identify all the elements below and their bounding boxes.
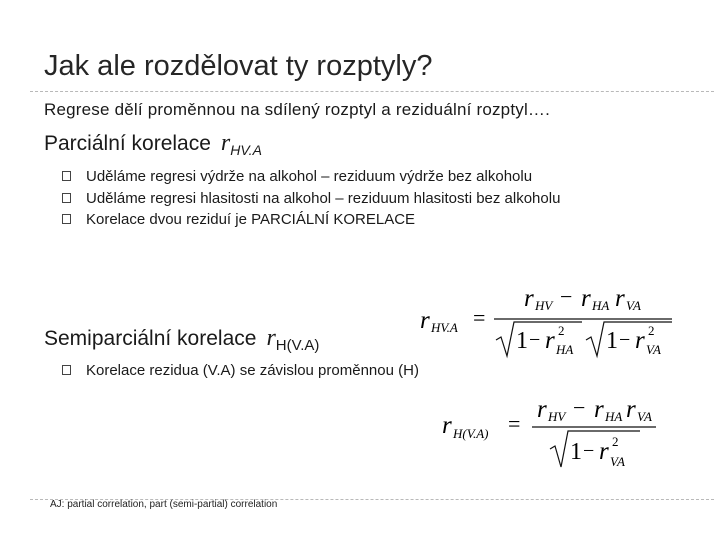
title-divider — [30, 91, 714, 92]
den2-r: r — [635, 327, 645, 354]
list-item: Uděláme regresi výdrže na alkohol – reziduum výdrže bez alkoholu — [62, 166, 560, 188]
heading-symbol: $r_{HV.A}$ — [220, 130, 262, 158]
formula-equals: = — [473, 305, 486, 330]
numerator-r-va-sub: VA — [637, 409, 652, 424]
heading-symbol-subscript: HV.A — [230, 142, 262, 158]
heading-symbol-subscript: H(V.A) — [275, 337, 320, 354]
den2-minus: − — [619, 329, 631, 351]
list-item: Korelace rezidua (V.A) se závislou proměnnou (H) — [62, 360, 419, 382]
den-sub: VA — [610, 454, 625, 469]
formula-lhs: r — [442, 412, 452, 439]
den-sup: 2 — [612, 434, 619, 449]
bullet-icon — [62, 193, 71, 203]
semipartial-correlation-bullets — [62, 360, 419, 382]
bullet-icon — [62, 365, 71, 375]
numerator-r-ha-sub: HA — [605, 409, 623, 424]
list-item: Uděláme regresi hlasitosti na alkohol – reziduum hlasitosti bez alkoholu — [62, 188, 560, 210]
numerator-r-hv: r — [524, 285, 534, 312]
numerator-minus: − — [560, 284, 573, 309]
numerator-r-va: r — [626, 396, 636, 423]
sqrt-icon — [550, 431, 640, 467]
heading-label: Parciální korelace — [44, 132, 211, 155]
footnote: AJ: partial correlation, part (semi-partial) correlation — [50, 499, 278, 510]
bullet-icon — [62, 171, 71, 181]
den1-one: 1 — [516, 328, 528, 354]
den2-one: 1 — [606, 328, 618, 354]
partial-correlation-bullets — [62, 166, 560, 231]
slide-title: Jak ale rozdělovat ty rozptyly? — [44, 50, 433, 82]
partial-correlation-heading — [44, 130, 262, 157]
formula-lhs-sub: H(V.A) — [453, 426, 489, 441]
den1-sub: HA — [556, 342, 574, 357]
numerator-r-ha-sub: HA — [592, 298, 610, 313]
bullet-icon — [62, 214, 71, 224]
numerator-r-ha: r — [581, 285, 591, 312]
formula-lhs: r — [420, 307, 430, 334]
numerator-r-hv: r — [537, 396, 547, 423]
formula-equals: = — [508, 411, 521, 436]
den1-minus: − — [529, 329, 541, 351]
den1-sup: 2 — [558, 323, 565, 338]
semipartial-correlation-heading — [44, 325, 319, 352]
numerator-r-va: r — [615, 285, 625, 312]
list-item: Korelace dvou reziduí je PARCIÁLNÍ KORELACE — [62, 209, 560, 231]
den-minus: − — [583, 440, 595, 462]
numerator-minus: − — [573, 395, 586, 420]
numerator-r-hv-sub: HV — [535, 298, 553, 313]
den1-r: r — [545, 327, 555, 354]
numerator-r-ha: r — [594, 396, 604, 423]
semipartial-correlation-formula — [440, 393, 658, 473]
formula-lhs-sub: HV.A — [431, 320, 458, 335]
den-r: r — [599, 438, 609, 465]
den2-sub: VA — [646, 342, 661, 357]
slide-subtitle: Regrese dělí proměnnou na sdílený rozptyl a reziduální rozptyl…. — [44, 100, 551, 119]
partial-correlation-formula — [418, 282, 676, 360]
den2-sup: 2 — [648, 323, 655, 338]
numerator-r-hv-sub: HV — [548, 409, 566, 424]
heading-symbol: $r_{H(V.A)}$ — [266, 325, 320, 354]
den-one: 1 — [570, 439, 582, 465]
heading-label: Semiparciální korelace — [44, 327, 257, 350]
numerator-r-va-sub: VA — [626, 298, 641, 313]
